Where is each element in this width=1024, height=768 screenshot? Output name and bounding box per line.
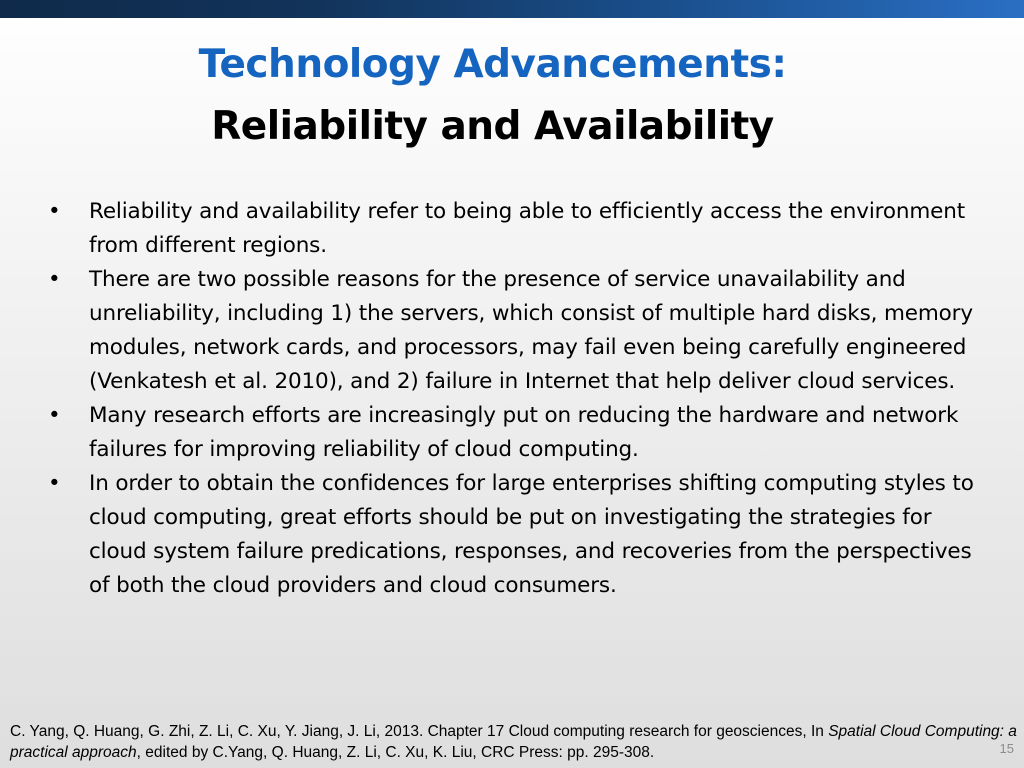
bullet-text: Many research efforts are increasingly put on reducing the hardware and network failures for improving reliability of cloud computing. [89, 403, 959, 462]
header-bar [0, 0, 1024, 18]
bullet-list [48, 195, 978, 603]
bullet-item [48, 399, 978, 467]
bullet-text: In order to obtain the confidences for large enterprises shifting computing styles to cloud computing, great efforts should be put on investigating the strategies for cloud system failure predications, responses, and recoveries from the perspectives of both the cloud providers and cloud consumers. [89, 471, 974, 598]
bullet-item [48, 195, 978, 263]
bullet-text: Reliability and availability refer to being able to efficiently access the environment from different regions. [89, 199, 966, 258]
bullet-marker: • [48, 471, 61, 496]
citation-text-end: , edited by C.Yang, Q. Huang, Z. Li, C. Xu, K. Liu, CRC Press: pp. 295-308. [136, 744, 655, 761]
bullet-marker: • [48, 403, 61, 428]
bullet-text: There are two possible reasons for the presence of service unavailability and unreliability, including 1) the servers, which consist of multiple hard disks, memory modules, network cards, and processors, may fail even being carefully engineered (Venkatesh et al. 2010), and 2) failure in Internet that help deliver cloud services. [89, 267, 973, 394]
page-number: 15 [999, 741, 1014, 756]
bullet-item [48, 263, 978, 399]
bullet-marker: • [48, 199, 61, 224]
citation-text: C. Yang, Q. Huang, G. Zhi, Z. Li, C. Xu, Y. Jiang, J. Li, 2013. Chapter 17 Cloud computing research for geosciences, In [10, 723, 829, 740]
bullet-item [48, 467, 978, 603]
citation-book-title: Spatial Cloud Computing: a practical approach [10, 723, 1017, 761]
citation [10, 721, 1018, 763]
bullet-marker: • [48, 267, 61, 292]
slide-subtitle: Reliability and Availability [211, 104, 774, 149]
slide-title: Technology Advancements: [198, 42, 787, 87]
